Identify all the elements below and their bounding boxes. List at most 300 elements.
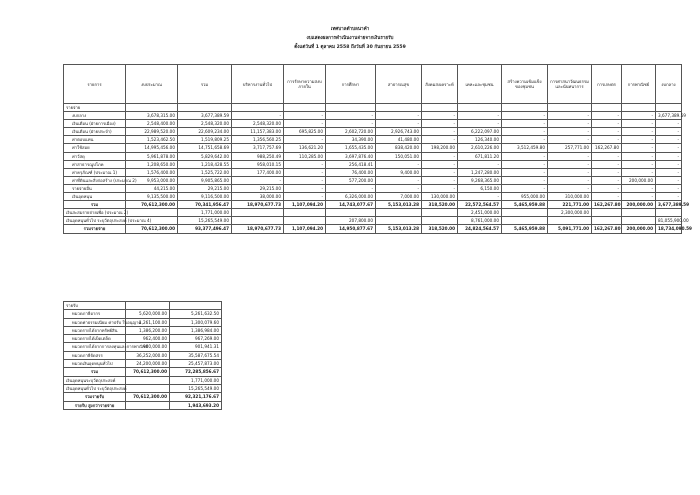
table-row <box>64 376 222 384</box>
value-cell: - <box>284 160 326 168</box>
column-header: การเกษตร <box>592 65 622 104</box>
value-cell: - <box>592 136 622 144</box>
value-cell: - <box>458 160 502 168</box>
value-cell: 18,734,090.59 <box>656 225 682 233</box>
row-label: รวมรายจ่าย <box>64 225 126 233</box>
section-label: รายรับ <box>64 302 126 310</box>
table-row <box>64 112 682 120</box>
value-cell: 3,677,389.59 <box>656 112 682 120</box>
value-cell: - <box>376 184 422 192</box>
column-header: การพาณิชย์ <box>622 65 656 104</box>
value-cell: 9,400.00 <box>376 168 422 176</box>
value-cell: 7,000.00 <box>376 193 422 201</box>
empty-cell <box>326 104 376 112</box>
value-cell <box>422 217 458 225</box>
value-cell: - <box>326 120 376 128</box>
value-cell <box>622 217 656 225</box>
value-cell: - <box>422 112 458 120</box>
value-cell: 9,135,500.00 <box>126 193 178 201</box>
value-cell: - <box>284 193 326 201</box>
value-cell <box>502 217 548 225</box>
value-cell: - <box>548 152 592 160</box>
value-cell: - <box>548 176 592 184</box>
value-cell: 955,000.00 <box>502 193 548 201</box>
value-cell: - <box>284 168 326 176</box>
value-cell: - <box>284 176 326 184</box>
grand-total-row <box>64 225 682 233</box>
value-cell: - <box>422 136 458 144</box>
value-cell: 9,116,500.00 <box>178 193 232 201</box>
empty-cell <box>284 104 326 112</box>
column-header: การศาสนาวัฒนธรรมและนันทนาการ <box>548 65 592 104</box>
value-cell: 200,000.00 <box>622 225 656 233</box>
row-label: หมวดรายได้จากการลงทุนและการพาณิชย์ <box>64 343 126 351</box>
empty-cell <box>458 104 502 112</box>
value-cell: 3,512,459.80 <box>502 144 548 152</box>
value-cell: 2,548,320.00 <box>232 120 284 128</box>
value-cell: 5,153,013.28 <box>376 225 422 233</box>
value-cell: 695,825.00 <box>284 128 326 136</box>
value-cell: 41,480.00 <box>376 136 422 144</box>
column-header: สร้างความเข้มแข็งของชุมชน <box>502 65 548 104</box>
table-row <box>64 136 682 144</box>
row-label: หมวดเงินอุดหนุนทั่วไป <box>64 360 126 368</box>
value-cell: 1,523,462.50 <box>126 136 178 144</box>
value-cell: 5,153,013.28 <box>376 201 422 209</box>
column-header: สาธารณสุข <box>376 65 422 104</box>
value-cell: 318,520.00 <box>422 201 458 209</box>
value-cell <box>126 401 170 409</box>
value-cell: - <box>622 152 656 160</box>
value-cell: 318,520.00 <box>422 225 458 233</box>
value-cell: - <box>622 112 656 120</box>
value-cell: - <box>548 112 592 120</box>
value-cell: - <box>232 176 284 184</box>
value-cell: 177,400.00 <box>232 168 284 176</box>
value-cell: 1,655,435.00 <box>326 144 376 152</box>
value-cell: - <box>502 168 548 176</box>
table-row <box>64 335 222 343</box>
column-header: รายการ <box>64 65 126 104</box>
value-cell: 3,678,315.00 <box>126 112 178 120</box>
expense-table <box>63 64 692 234</box>
value-cell: 1,525,722.00 <box>178 168 232 176</box>
value-cell: 1,771,000.00 <box>178 209 232 217</box>
value-cell: - <box>622 128 656 136</box>
value-cell: 162,267.80 <box>592 144 622 152</box>
empty-cell <box>126 104 178 112</box>
value-cell <box>592 209 622 217</box>
value-cell: 1,261,100.00 <box>126 318 170 326</box>
value-cell: 70,612,300.00 <box>126 225 178 233</box>
value-cell: 5,465,959.88 <box>502 201 548 209</box>
income-table <box>63 301 222 410</box>
value-cell: - <box>376 160 422 168</box>
value-cell: 70,612,300.00 <box>126 393 170 401</box>
expense-header-row <box>64 65 682 104</box>
value-cell: 14,950,877.67 <box>326 225 376 233</box>
value-cell: 24,824,564.57 <box>458 225 502 233</box>
value-cell: 3,697,876.40 <box>326 152 376 160</box>
value-cell: 70,612,300.00 <box>126 368 170 376</box>
column-header: การรักษาความสงบภายใน <box>284 65 326 104</box>
value-cell: 901,941.31 <box>170 343 222 351</box>
value-cell: - <box>548 168 592 176</box>
table-row <box>64 160 682 168</box>
table-row <box>64 326 222 334</box>
value-cell: 671,811.20 <box>458 152 502 160</box>
value-cell: - <box>592 120 622 128</box>
value-cell: 988,250.49 <box>232 152 284 160</box>
value-cell: 81,055,900.00 <box>656 217 682 225</box>
row-label: หมวดค่าธรรมเนียม ค่าปรับ ใบอนุญาต <box>64 318 126 326</box>
value-cell: - <box>592 152 622 160</box>
report-period: ตั้งแต่วันที่ 1 ตุลาคม 2558 ถึงวันที่ 30 กันยายน 2559 <box>294 45 406 50</box>
value-cell: - <box>422 128 458 136</box>
value-cell: - <box>622 144 656 152</box>
value-cell: 9,268,365.00 <box>458 176 502 184</box>
table-row <box>64 120 682 128</box>
table-row <box>64 144 682 152</box>
value-cell: - <box>592 128 622 136</box>
value-cell: 126,340.00 <box>458 136 502 144</box>
column-header: งบประมาณ <box>126 65 178 104</box>
table-row <box>64 360 222 368</box>
value-cell <box>232 217 284 225</box>
value-cell: 29,215.00 <box>232 184 284 192</box>
column-header: บริหารงานทั่วไป <box>232 65 284 104</box>
total-row <box>64 201 682 209</box>
row-label: รายรับ สูงกว่ารายจ่าย <box>64 401 126 409</box>
value-cell <box>376 217 422 225</box>
value-cell: 2,548,400.00 <box>126 120 178 128</box>
value-cell: - <box>622 168 656 176</box>
value-cell: 5,620,000.00 <box>126 310 170 318</box>
value-cell: 200,000.00 <box>622 201 656 209</box>
row-label: หมวดรายได้เบ็ดเตล็ด <box>64 335 126 343</box>
value-cell: 2,602,720.00 <box>326 128 376 136</box>
value-cell <box>548 217 592 225</box>
value-cell: 200,000.00 <box>622 176 656 184</box>
value-cell: - <box>502 184 548 192</box>
empty-cell <box>502 104 548 112</box>
value-cell: 150,051.00 <box>376 152 422 160</box>
empty-cell <box>126 302 170 310</box>
empty-cell <box>170 302 222 310</box>
table-row <box>64 351 222 359</box>
value-cell: - <box>422 176 458 184</box>
value-cell: - <box>656 136 682 144</box>
value-cell: 5,091,771.00 <box>548 225 592 233</box>
column-header: งบกลาง <box>656 65 682 104</box>
value-cell: - <box>622 193 656 201</box>
value-cell: 1,943,693.20 <box>170 401 222 409</box>
row-label: หมวดภาษีอากร <box>64 310 126 318</box>
value-cell: - <box>284 136 326 144</box>
value-cell: 9,905,865.00 <box>178 176 232 184</box>
value-cell: 130,000.00 <box>422 193 458 201</box>
empty-cell <box>422 104 458 112</box>
row-label: ค่าสาธารณูปโภค <box>64 160 126 168</box>
value-cell: 207,800.00 <box>326 217 376 225</box>
row-label: รวม <box>64 368 126 376</box>
value-cell: 162,267.80 <box>592 201 622 209</box>
value-cell: 5,465,959.88 <box>502 225 548 233</box>
value-cell <box>656 209 682 217</box>
empty-cell <box>376 104 422 112</box>
table-row <box>64 384 222 392</box>
value-cell: - <box>622 136 656 144</box>
value-cell: 838,420.00 <box>376 144 422 152</box>
value-cell: 5,961,878.00 <box>126 152 178 160</box>
value-cell: - <box>232 112 284 120</box>
value-cell: - <box>376 120 422 128</box>
value-cell: 577,200.00 <box>326 176 376 184</box>
value-cell: - <box>458 193 502 201</box>
value-cell: 1,107,094.20 <box>284 225 326 233</box>
column-header: เคหะและชุมชน <box>458 65 502 104</box>
value-cell: 3,717,757.69 <box>232 144 284 152</box>
org-name: เทศบาลตำบลนาคำ <box>330 27 370 32</box>
value-cell: 6,326,000.00 <box>326 193 376 201</box>
value-cell: - <box>326 112 376 120</box>
empty-cell <box>592 104 622 112</box>
value-cell: 1,386,984.00 <box>170 326 222 334</box>
value-cell: - <box>502 112 548 120</box>
value-cell: 76,400.00 <box>326 168 376 176</box>
value-cell: 1,386,200.00 <box>126 326 170 334</box>
value-cell: - <box>622 120 656 128</box>
value-cell: - <box>592 112 622 120</box>
total-row <box>64 368 222 376</box>
value-cell: 15,265,549.00 <box>170 384 222 392</box>
value-cell: 22,572,564.57 <box>458 201 502 209</box>
value-cell: - <box>502 120 548 128</box>
value-cell: 1,300,079.60 <box>170 318 222 326</box>
value-cell: 38,000.00 <box>232 193 284 201</box>
value-cell: 29,215.00 <box>178 184 232 192</box>
value-cell: 8,761,000.00 <box>458 217 502 225</box>
row-label: รายจ่ายอื่น <box>64 184 126 192</box>
value-cell: 962,400.00 <box>126 335 170 343</box>
value-cell: - <box>422 120 458 128</box>
table-row <box>64 209 682 217</box>
value-cell: - <box>592 184 622 192</box>
value-cell: - <box>656 120 682 128</box>
value-cell: - <box>502 136 548 144</box>
value-cell: 2,451,000.00 <box>458 209 502 217</box>
value-cell: 1,771,000.00 <box>170 376 222 384</box>
value-cell <box>232 209 284 217</box>
value-cell: - <box>656 128 682 136</box>
value-cell <box>422 209 458 217</box>
value-cell: - <box>656 144 682 152</box>
table-row <box>64 193 682 201</box>
value-cell: - <box>656 152 682 160</box>
table-row <box>64 343 222 351</box>
table-row <box>64 318 222 326</box>
value-cell <box>126 384 170 392</box>
value-cell: 92,321,176.67 <box>170 393 222 401</box>
value-cell: - <box>502 128 548 136</box>
column-header: สังคมสงเคราะห์ <box>422 65 458 104</box>
value-cell <box>284 217 326 225</box>
value-cell: - <box>376 176 422 184</box>
value-cell: - <box>656 176 682 184</box>
value-cell <box>592 217 622 225</box>
row-label: เงินอุดหนุนทั่วไป ระบุวัตถุประสงค์ <box>64 384 126 392</box>
row-label: เงินเดือน (ฝ่ายการเมือง) <box>64 120 126 128</box>
value-cell: 162,267.80 <box>592 225 622 233</box>
value-cell <box>284 209 326 217</box>
row-label: ค่าตอบแทน <box>64 136 126 144</box>
value-cell: 25,457,873.00 <box>170 360 222 368</box>
value-cell: 1,356,560.25 <box>232 136 284 144</box>
row-label: ค่าใช้สอย <box>64 144 126 152</box>
value-cell <box>622 209 656 217</box>
value-cell: 24,200,000.00 <box>126 360 170 368</box>
value-cell: - <box>284 184 326 192</box>
value-cell: 70,612,300.00 <box>126 201 178 209</box>
row-label: หมวดภาษีจัดสรร <box>64 351 126 359</box>
value-cell: - <box>422 160 458 168</box>
value-cell: - <box>548 128 592 136</box>
table-row <box>64 176 682 184</box>
column-header: รวม <box>178 65 232 104</box>
value-cell: 14,743,077.67 <box>326 201 376 209</box>
value-cell: 70,341,956.47 <box>178 201 232 209</box>
value-cell: 958,010.15 <box>232 160 284 168</box>
value-cell: 34,390.00 <box>326 136 376 144</box>
value-cell: 2,300,000.00 <box>548 209 592 217</box>
value-cell: - <box>458 120 502 128</box>
value-cell: - <box>422 168 458 176</box>
section-row <box>64 302 222 310</box>
row-label: งบกลาง <box>64 112 126 120</box>
value-cell: - <box>656 184 682 192</box>
row-label: เงินอุดหนุนระบุวัตถุประสงค์ <box>64 376 126 384</box>
grand-total-row <box>64 393 222 401</box>
table-row <box>64 310 222 318</box>
value-cell: - <box>502 160 548 168</box>
value-cell: - <box>502 176 548 184</box>
value-cell: 3,677,389.59 <box>178 112 232 120</box>
empty-cell <box>232 104 284 112</box>
value-cell <box>376 209 422 217</box>
value-cell <box>326 209 376 217</box>
section-label: รายจ่าย <box>64 104 126 112</box>
row-label: ค่าครุภัณฑ์ (ประมาณ 1) <box>64 168 126 176</box>
value-cell: 2,610,226.00 <box>458 144 502 152</box>
row-label: ค่าที่ดินและสิ่งก่อสร้าง (ประมาณ 2) <box>64 176 126 184</box>
value-cell: - <box>548 160 592 168</box>
column-header: การศึกษา <box>326 65 376 104</box>
value-cell: 14,995,456.00 <box>126 144 178 152</box>
table-row <box>64 168 682 176</box>
report-name: งบแสดงผลการดำเนินงานจ่ายจากเงินรายรับ <box>306 36 394 41</box>
row-label: เงินอุดหนุน <box>64 193 126 201</box>
value-cell: 44,215.00 <box>126 184 178 192</box>
value-cell <box>126 209 178 217</box>
value-cell: 35,587,675.54 <box>170 351 222 359</box>
row-label: เงินสะสมรายจ่ายเพื่อ (ประมาณ 2) <box>64 209 126 217</box>
value-cell: - <box>656 168 682 176</box>
empty-cell <box>622 104 656 112</box>
value-cell: 1,247,280.00 <box>458 168 502 176</box>
value-cell: 6,150.00 <box>458 184 502 192</box>
value-cell: - <box>656 193 682 201</box>
value-cell: 22,989,520.00 <box>126 128 178 136</box>
empty-cell <box>548 104 592 112</box>
table-row <box>64 184 682 192</box>
table-row <box>64 128 682 136</box>
value-cell: - <box>548 184 592 192</box>
value-cell: 6,222,097.00 <box>458 128 502 136</box>
value-cell: 221,771.00 <box>548 201 592 209</box>
value-cell: - <box>284 120 326 128</box>
value-cell: 1,576,400.00 <box>126 168 178 176</box>
table-row <box>64 152 682 160</box>
value-cell: 900,000.00 <box>126 343 170 351</box>
value-cell: 256,418.41 <box>326 160 376 168</box>
value-cell: 110,285.00 <box>284 152 326 160</box>
value-cell: 18,970,677.73 <box>232 225 284 233</box>
value-cell: - <box>422 152 458 160</box>
value-cell: - <box>458 112 502 120</box>
row-label: ค่าวัสดุ <box>64 152 126 160</box>
value-cell: 72,285,856.67 <box>170 368 222 376</box>
value-cell: - <box>548 120 592 128</box>
value-cell: 310,000.00 <box>548 193 592 201</box>
value-cell: 3,677,389.59 <box>656 201 682 209</box>
value-cell: 198,200.00 <box>422 144 458 152</box>
value-cell: 93,377,496.47 <box>178 225 232 233</box>
value-cell: 18,970,677.73 <box>232 201 284 209</box>
value-cell: 36,252,000.00 <box>126 351 170 359</box>
value-cell: 2,548,320.00 <box>178 120 232 128</box>
value-cell: 1,208,650.00 <box>126 160 178 168</box>
value-cell: 967,269.00 <box>170 335 222 343</box>
net-row <box>64 401 222 409</box>
value-cell: - <box>422 184 458 192</box>
empty-cell <box>656 104 682 112</box>
value-cell: 9,953,000.00 <box>126 176 178 184</box>
value-cell: - <box>656 160 682 168</box>
value-cell: 5,261,632.50 <box>170 310 222 318</box>
value-cell: 257,771.00 <box>548 144 592 152</box>
value-cell: - <box>592 168 622 176</box>
row-label: หมวดรายได้จากทรัพย์สิน <box>64 326 126 334</box>
empty-cell <box>178 104 232 112</box>
value-cell: 15,265,549.00 <box>178 217 232 225</box>
value-cell: - <box>376 112 422 120</box>
value-cell <box>126 376 170 384</box>
table-row <box>64 217 682 225</box>
value-cell: 2,926,743.00 <box>376 128 422 136</box>
value-cell: - <box>592 193 622 201</box>
value-cell: - <box>284 112 326 120</box>
row-label: เงินเดือน (ฝ่ายประจำ) <box>64 128 126 136</box>
value-cell: 1,107,094.20 <box>284 201 326 209</box>
value-cell: - <box>592 160 622 168</box>
row-label: เงินอุดหนุนทั่วไป ระบุวัตถุประสงค์ (ประมาณ 4) <box>64 217 126 225</box>
value-cell: 1,218,428.55 <box>178 160 232 168</box>
value-cell: - <box>622 160 656 168</box>
row-label: รวม <box>64 201 126 209</box>
section-row <box>64 104 682 112</box>
value-cell: 1,519,809.25 <box>178 136 232 144</box>
row-label: รวมรายรับ <box>64 393 126 401</box>
